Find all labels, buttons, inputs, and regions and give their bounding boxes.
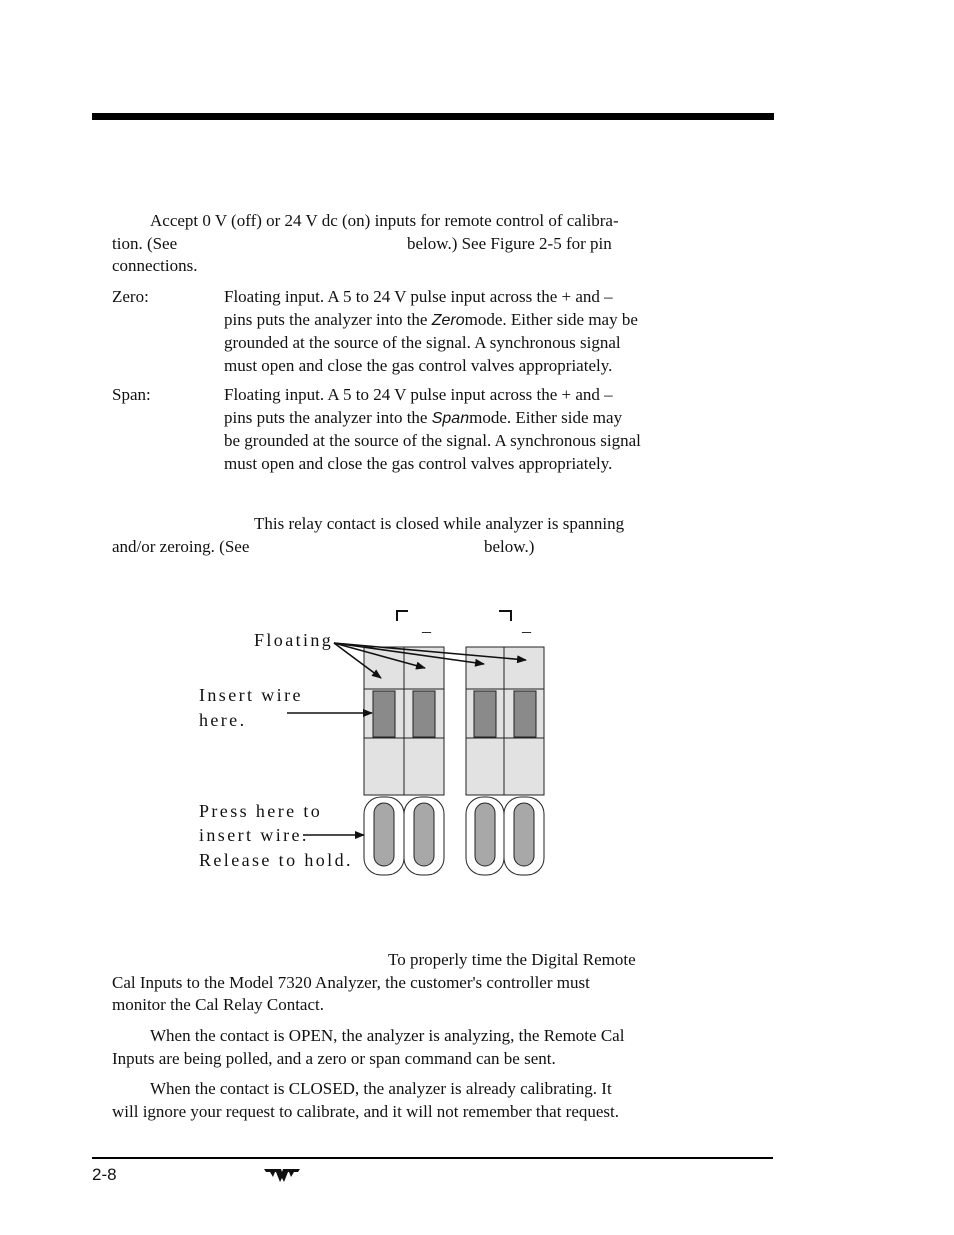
intro-line-2b: below.) See Figure 2-5 for pin: [407, 234, 612, 253]
open-para-line-1: When the contact is OPEN, the analyzer is analyzing, the Remote Cal: [150, 1026, 625, 1045]
zero-line-2a: pins puts the analyzer into the: [224, 310, 428, 329]
press-here-line-3: Release to hold.: [199, 850, 353, 870]
zero-line-4: must open and close the gas control valves appropriately.: [224, 356, 613, 375]
timing-line-3: monitor the Cal Relay Contact.: [112, 995, 324, 1014]
press-button-2: [404, 797, 444, 875]
page-number: 2-8: [92, 1165, 117, 1184]
span-line-2a: pins puts the analyzer into the: [224, 408, 428, 427]
footer-rule: [92, 1157, 773, 1159]
span-line-1: Floating input. A 5 to 24 V pulse input across the + and –: [224, 385, 613, 404]
span-label: Span:: [112, 385, 151, 404]
relay-line-1: This relay contact is closed while analyzer is spanning: [254, 514, 625, 533]
terminal-block-3: [466, 647, 504, 795]
span-line-2b: mode. Either side may: [469, 408, 623, 427]
zero-label: Zero:: [112, 287, 149, 306]
press-button-4: [504, 797, 544, 875]
bracket-right: [499, 611, 511, 621]
span-line-3: be grounded at the source of the signal. A synchronous signal: [224, 431, 641, 450]
closed-para-line-1: When the contact is CLOSED, the analyzer is already calibrating. It: [150, 1079, 612, 1098]
intro-line-1: Accept 0 V (off) or 24 V dc (on) inputs for remote control of calibra-: [150, 211, 619, 230]
intro-line-3: connections.: [112, 256, 198, 275]
relay-line-2b: below.): [484, 537, 535, 556]
press-here-line-2: insert wire.: [199, 825, 309, 845]
terminal-block-4: [504, 647, 544, 795]
teledyne-logo-icon: [262, 1166, 302, 1189]
timing-line-1: To properly time the Digital Remote: [388, 950, 636, 969]
closed-para-line-2: will ignore your request to calibrate, and it will not remember that request.: [112, 1102, 620, 1121]
span-mode-name: Span: [431, 410, 470, 427]
press-button-3: [466, 797, 504, 875]
open-para-line-2: Inputs are being polled, and a zero or span command can be sent.: [112, 1049, 556, 1068]
minus-sign-left: –: [422, 621, 431, 641]
press-here-line-1: Press here to: [199, 801, 323, 821]
span-line-4: must open and close the gas control valves appropriately.: [224, 454, 613, 473]
insert-wire-line-1: Insert wire: [199, 685, 303, 705]
intro-line-2a: tion. (See: [112, 234, 178, 253]
zero-line-1: Floating input. A 5 to 24 V pulse input across the + and –: [224, 287, 613, 306]
zero-mode-name: Zero: [431, 312, 465, 329]
floating-label: Floating: [254, 630, 334, 650]
relay-line-2a: and/or zeroing. (See: [112, 537, 250, 556]
timing-line-2: Cal Inputs to the Model 7320 Analyzer, the customer's controller must: [112, 973, 590, 992]
minus-sign-right: –: [522, 621, 531, 641]
zero-line-2b: mode. Either side may be: [464, 310, 638, 329]
insert-wire-line-2: here.: [199, 710, 247, 730]
zero-line-3: grounded at the source of the signal. A synchronous signal: [224, 333, 621, 352]
terminal-block-2: [404, 647, 444, 795]
bracket-left: [397, 611, 408, 621]
press-button-1: [364, 797, 404, 875]
